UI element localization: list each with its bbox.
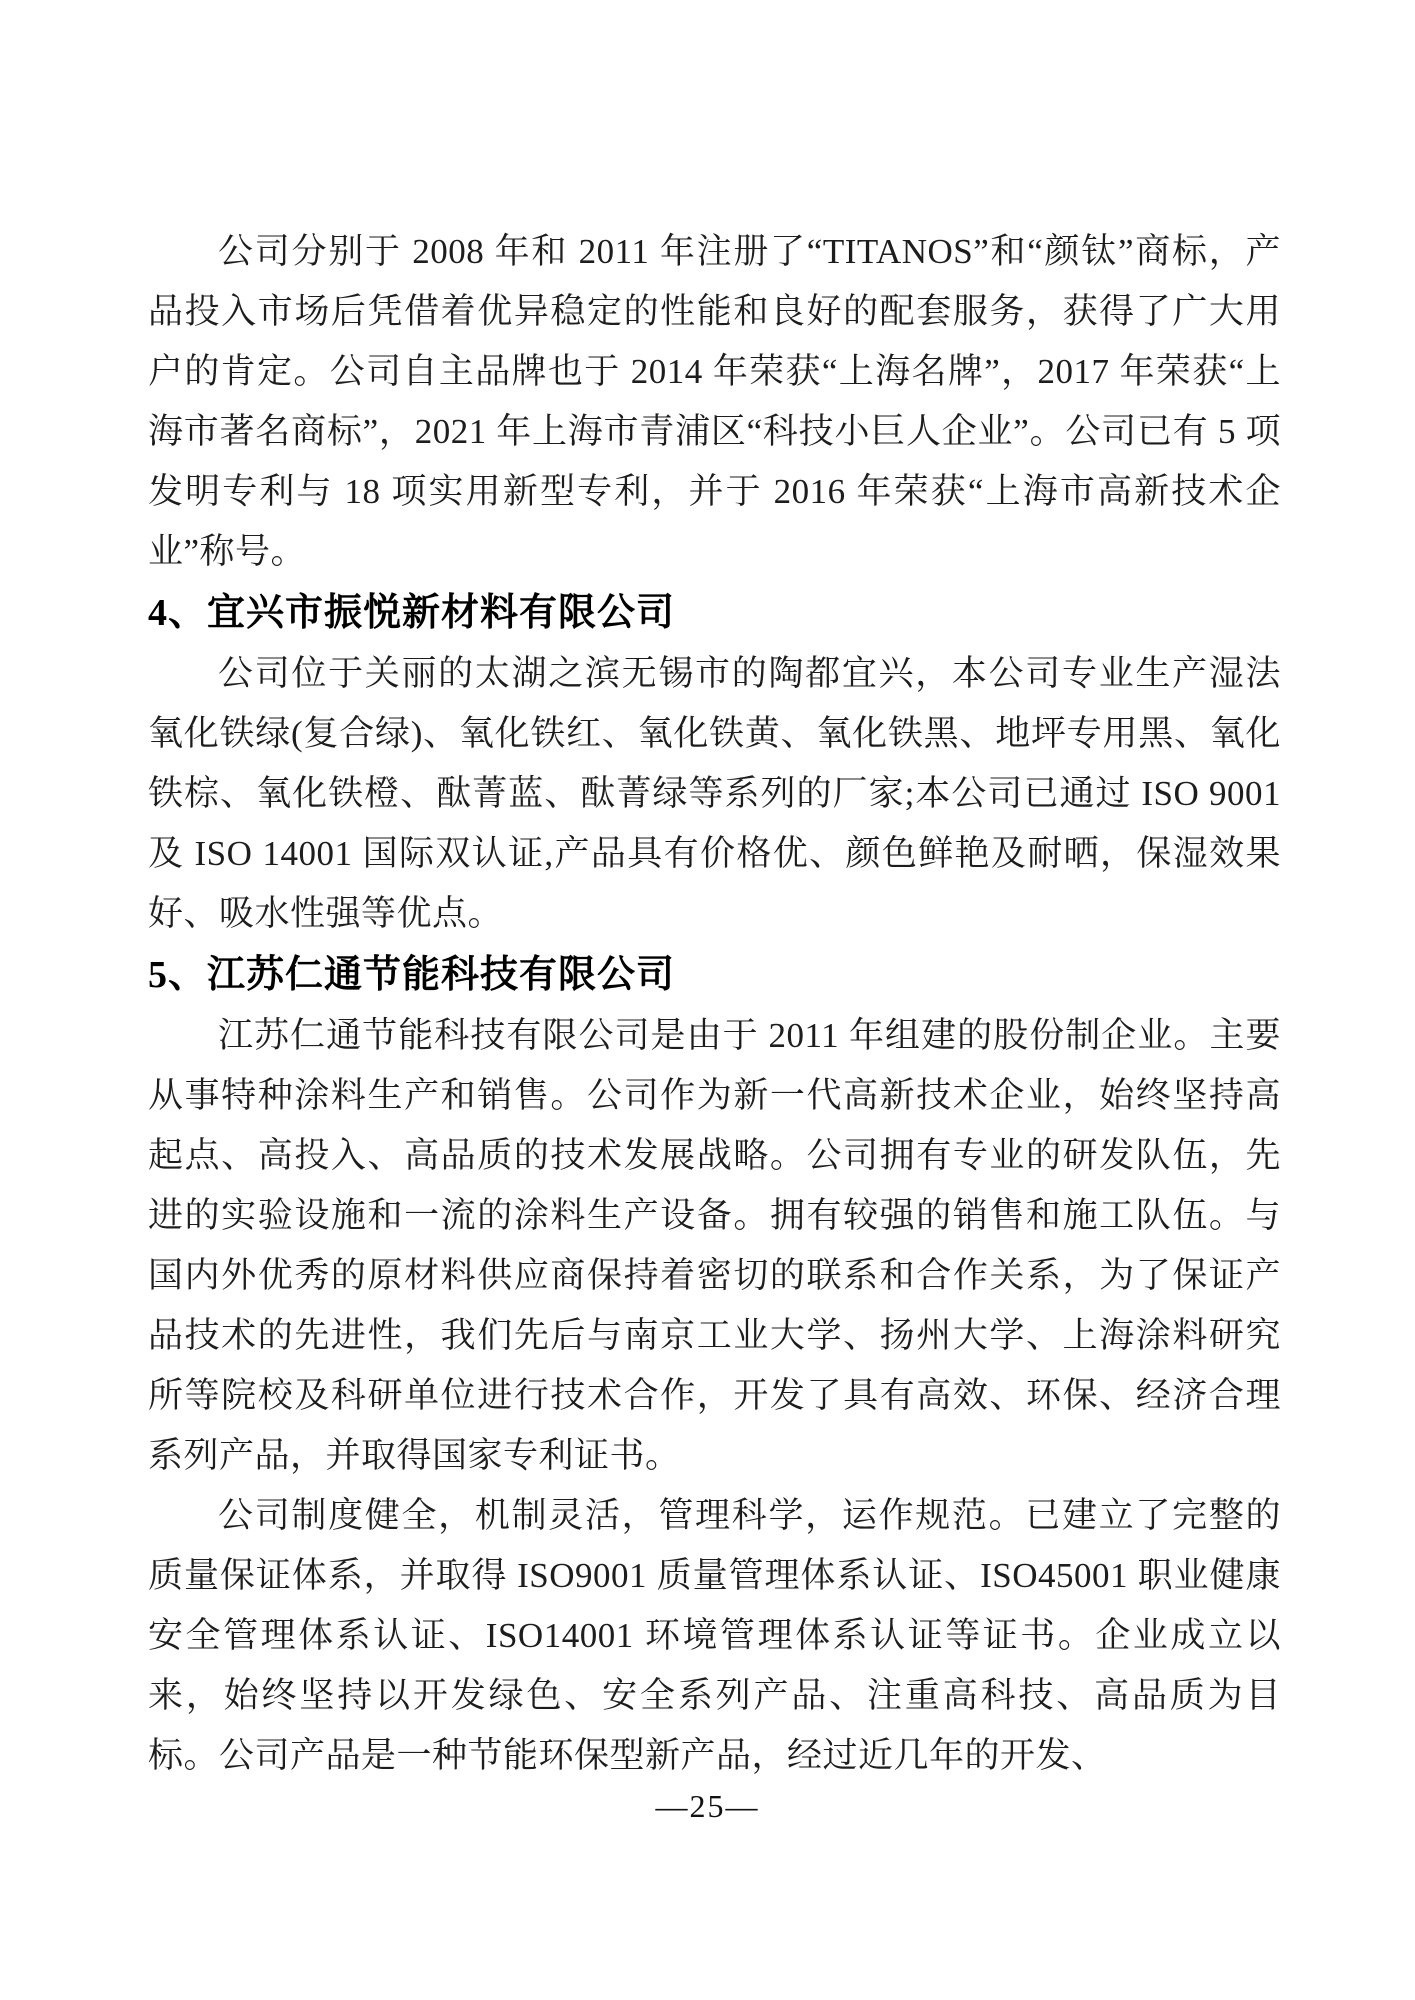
paragraph-company-5-quality: 公司制度健全，机制灵活，管理科学，运作规范。已建立了完整的质量保证体系，并取得 ISO9001 质量管理体系认证、ISO45001 职业健康安全管理体系认证、ISO14001 环境管理体系认证等证书。企业成立以来，始终坚持以开发绿色、安全系列产品、注重高科技、高品质为目标。公司产品是一种节能环保型新产品，经过近几年的开发、 bbox=[148, 1496, 1281, 1775]
paragraph-company-5-intro: 江苏仁通节能科技有限公司是由于 2011 年组建的股份制企业。主要从事特种涂料生产和销售。公司作为新一代高新技术企业，始终坚持高起点、高投入、高品质的技术发展战略。公司拥有专业的研发队伍，先进的实验设施和一流的涂料生产设备。拥有较强的销售和施工队伍。与国内外优秀的原材料供应商保持着密切的联系和合作关系，为了保证产品技术的先进性，我们先后与南京工业大学、扬州大学、上海涂料研究所等院校及科研单位进行技术合作，开发了具有高效、环保、经济合理系列产品，并取得国家专利证书。 bbox=[148, 1016, 1281, 1475]
document-body bbox=[148, 222, 1281, 1786]
section-heading-company-4: 4、宜兴市振悦新材料有限公司 bbox=[148, 592, 676, 634]
paragraph-trademark-history: 公司分别于 2008 年和 2011 年注册了“TITANOS”和“颜钛”商标，产品投入市场后凭借着优异稳定的性能和良好的配套服务，获得了广大用户的肯定。公司自主品牌也于 2014 年荣获“上海名牌”，2017 年荣获“上海市著名商标”，2021 年上海市青浦区“科技小巨人企业”。公司已有 5 项发明专利与 18 项实用新型专利，并于 2016 年荣获“上海市高新技术企业”称号。 bbox=[148, 232, 1281, 571]
paragraph-company-4-intro: 公司位于关丽的太湖之滨无锡市的陶都宜兴，本公司专业生产湿法氧化铁绿(复合绿)、氧化铁红、氧化铁黄、氧化铁黑、地坪专用黑、氧化铁棕、氧化铁橙、酞菁蓝、酞菁绿等系列的厂家;本公司已通过 ISO 9001 及 ISO 14001 国际双认证,产品具有价格优、颜色鲜艳及耐晒，保湿效果好、吸水性强等优点。 bbox=[148, 654, 1281, 933]
section-heading-company-5: 5、江苏仁通节能科技有限公司 bbox=[148, 954, 676, 996]
page-number: —25— bbox=[655, 1788, 760, 1824]
